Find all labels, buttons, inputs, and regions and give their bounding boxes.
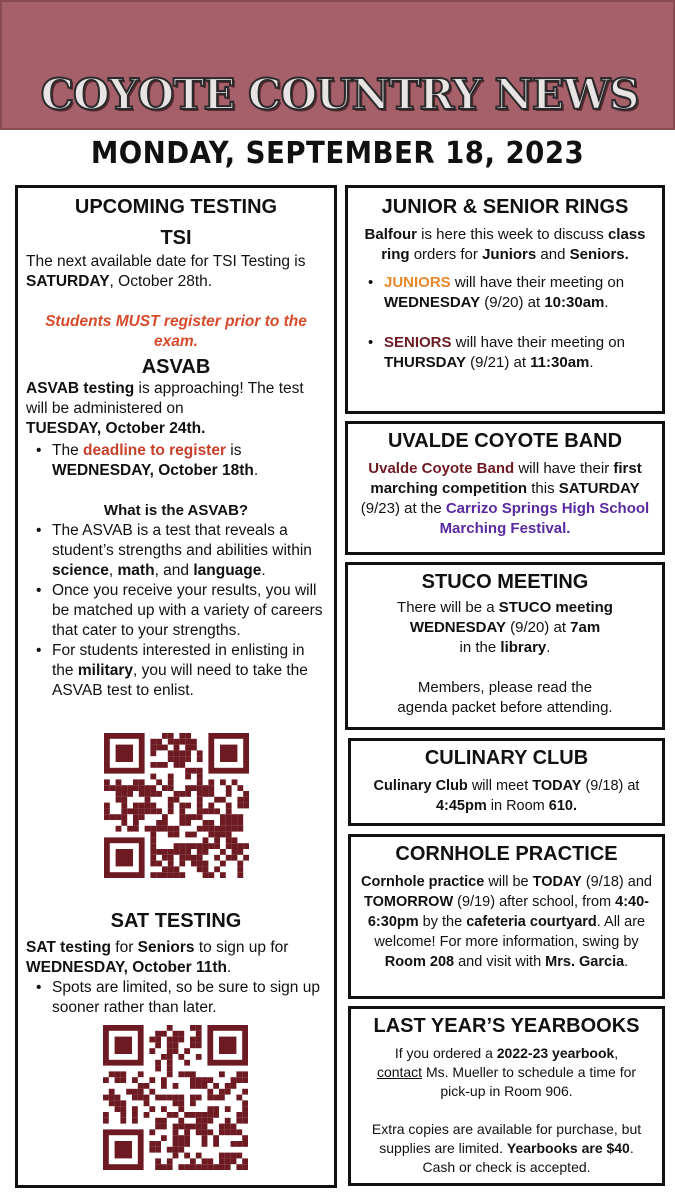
sat-list [26,978,326,1018]
tsi-warning: Students MUST register prior to the exam. [45,313,307,350]
asvab-heading: ASVAB [141,356,211,378]
band-heading: UVALDE COYOTE BAND [387,430,623,452]
qr-code-icon[interactable] [103,1025,248,1170]
list-item: • JUNIORS will have their meeting on WEDNESDAY (9/20) at 10:30am. [358,273,652,313]
culinary-text: Culinary Club will meet TODAY (9/18) at 4:45pm in Room 610. [373,778,640,814]
qr-code-icon[interactable] [104,733,249,878]
yearbooks-section [348,1006,665,1186]
yearbooks-extra: Extra copies are available for purchase, but supplies are limited. Yearbooks are $40. Cash or check is accepted. [371,1121,642,1175]
asvab-deadline-list [26,441,326,481]
stuco-heading: STUCO MEETING [421,571,589,593]
list-item: • The ASVAB is a test that reveals a student’s strengths and abilities within science, math, and language. [26,521,326,581]
cornhole-section [348,834,665,999]
list-item: • For students interested in enlisting in the military, you will need to take the ASVAB test to enlist. [26,641,326,701]
yearbooks-text: If you ordered a 2022-23 yearbook, contact Ms. Mueller to schedule a time for pick-up in Room 906. [376,1045,637,1099]
yearbooks-heading: LAST YEAR’S YEARBOOKS [373,1015,640,1037]
cornhole-heading: CORNHOLE PRACTICE [395,843,618,865]
list-item: • SENIORS will have their meeting on THURSDAY (9/21) at 11:30am. [358,333,652,373]
rings-heading: JUNIOR & SENIOR RINGS [381,196,629,218]
cornhole-text: Cornhole practice will be TODAY (9/18) and TOMORROW (9/19) after school, from 4:40-6:30pm by the cafeteria courtyard. All are welcome! For more information, swing by Room 208 and visit with Mrs. Garcia. [361,874,652,970]
asvab-what-heading: What is the ASVAB? [103,502,249,519]
list-item: • Once you receive your results, you will be matched up with a variety of careers that cater to your strengths. [26,581,326,641]
sat-heading: SAT TESTING [110,910,242,932]
stuco-section [345,562,665,730]
asvab-intro: ASVAB testing is approaching! The test will be administered on TUESDAY, October 24th. [26,380,304,437]
tsi-text: The next available date for TSI Testing is SATURDAY, October 28th. [26,253,306,290]
band-section [345,421,665,555]
sat-text: SAT testing for Seniors to sign up for WEDNESDAY, October 11th. • Spots are limited, so be sure to sign up sooner rather than later. [26,938,326,1018]
list-item: • Spots are limited, so be sure to sign up sooner rather than later. [26,978,326,1018]
stuco-note: Members, please read the agenda packet before attending. [397,679,613,716]
stuco-text: There will be a STUCO meeting WEDNESDAY (9/20) at 7am in the library. [397,599,613,656]
culinary-section [348,738,665,826]
issue-date: MONDAY, SEPTEMBER 18, 2023 [90,136,585,171]
masthead-banner [0,0,675,130]
rings-intro: Balfour is here this week to discuss class ring orders for Juniors and Seniors. [364,226,646,263]
testing-heading: UPCOMING TESTING [74,196,278,218]
asvab-info-list [26,521,326,701]
contact-link[interactable]: contact [376,1064,423,1080]
tsi-heading: TSI [160,227,192,249]
list-item: • The deadline to register is WEDNESDAY, October 18th. [26,441,326,481]
band-text: Uvalde Coyote Band will have their first marching competition this SATURDAY (9/23) at the Carrizo Springs High School Marching Festival. [360,460,650,537]
newsletter-title: COYOTE COUNTRY NEWS [40,70,639,119]
rings-list [358,273,652,373]
culinary-heading: CULINARY CLUB [424,747,589,769]
rings-section [345,185,665,414]
